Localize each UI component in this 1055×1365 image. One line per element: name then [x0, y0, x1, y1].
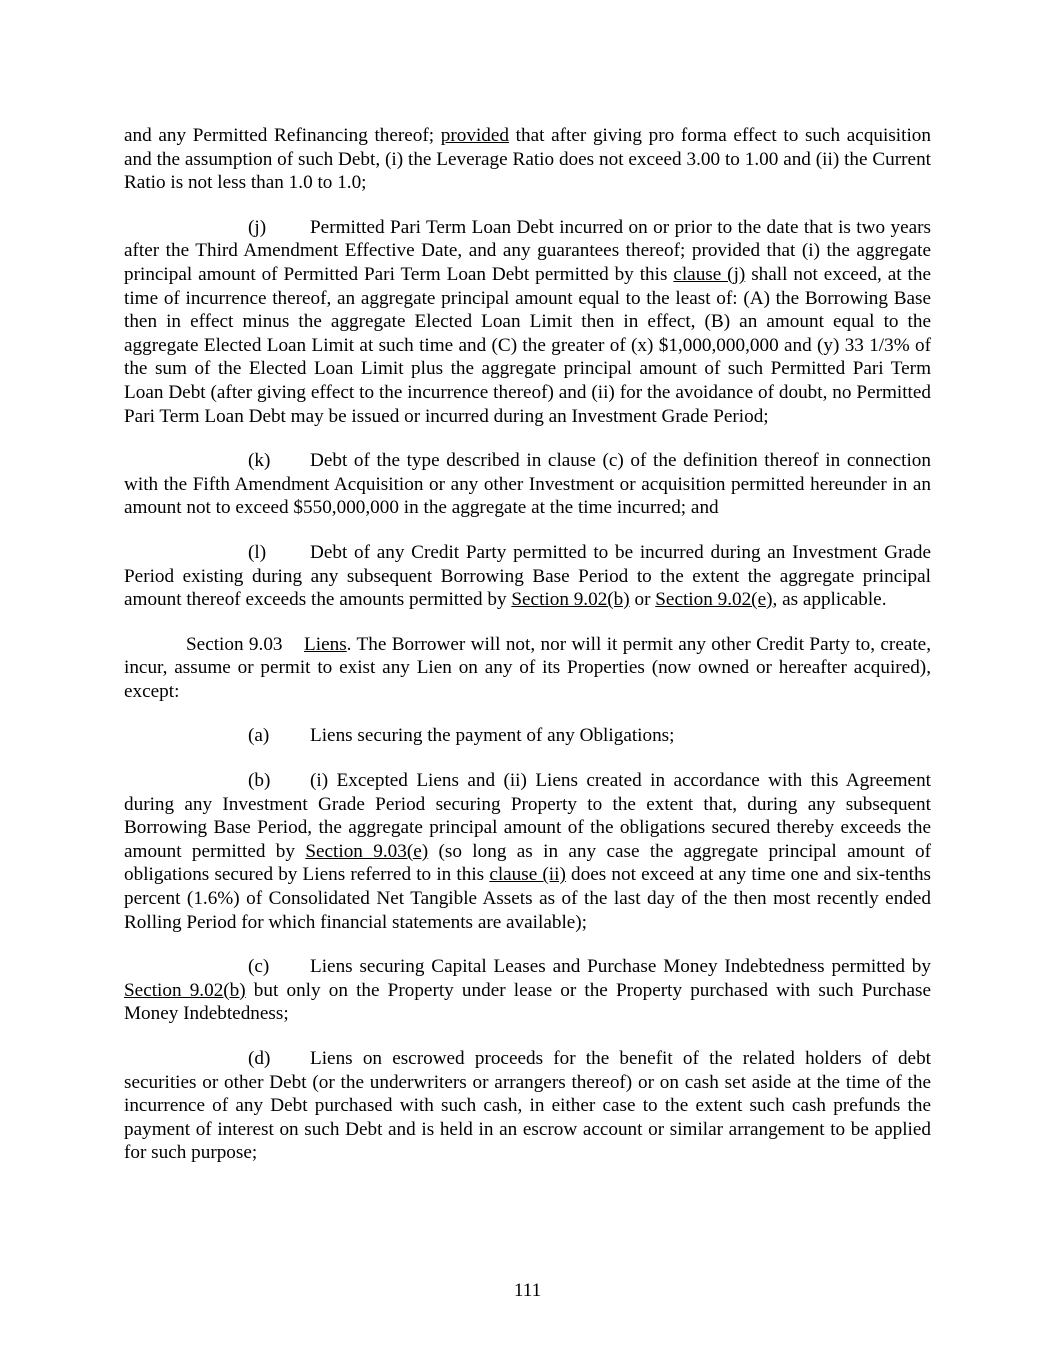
section-title: Liens [304, 633, 347, 655]
liens-d-label: (d) [248, 1048, 271, 1069]
clause-j-reference: clause (j) [673, 263, 746, 285]
clause-l-text: Debt of any Credit Party permitted to be incurred during an Investment Grade Period existing during any subsequent Borrowing Base Period to the extent the aggregate principal amount thereof exceeds the amounts permitted by [124, 541, 931, 611]
continuation-text-2: that after giving pro forma effect to such acquisition and the assumption of such Debt, (i) the Leverage Ratio does not exceed 3.00 to 1.00 and (ii) the Current Ratio is not less than 1.0 to 1.0; [124, 125, 931, 194]
liens-b-text: (i) Excepted Liens and (ii) Liens created in accordance with this Agreement during any Investment Grade Period securing Property to the extent that, during any subsequent Borrowing Base Period, the aggregate principal amount of the obligations secured thereby exceeds the amount permitted by [124, 770, 931, 862]
clause-l-label: (l) [248, 541, 267, 563]
clause-k-text: Debt of the type described in clause (c) of the definition thereof in connection with the Fifth Amendment Acquisition or any other Investment or acquisition permitted hereunder in an amount not to exceed $550,000,000 in the aggregate at the time incurred; and [124, 450, 931, 519]
liens-b-text-3: does not exceed at any time one and six-tenths percent (1.6%) of Consolidated Net Tangible Assets as of the last day of the then most recently ended Rolling Period for which financial statements are available); [124, 864, 932, 933]
clause-k [124, 449, 931, 520]
clause-j [124, 216, 931, 428]
liens-b-label: (b) [248, 770, 271, 792]
liens-a-text: Liens securing the payment of any Obligations; [310, 725, 675, 747]
liens-clause-c [124, 955, 931, 1026]
liens-c-text: Liens securing Capital Leases and Purchase Money Indebtedness permitted by [310, 956, 931, 978]
clause-l-reference-2: Section 9.02(e) [655, 589, 773, 611]
clause-l-text-3: , as applicable. [772, 589, 887, 611]
continuation-text: and any Permitted Refinancing thereof; [124, 125, 441, 146]
clause-l-text-2: or [629, 589, 656, 611]
liens-b-reference-2: clause (ii) [489, 864, 566, 886]
liens-d-text: Liens on escrowed proceeds for the benefit of the related holders of debt securities or other Debt (or the underwriters or arrangers thereof) or on cash set aside at the time of the incurrence of any Debt purchased with such cash, in either case to the extent such cash prefunds the payment of interest on such Debt and is held in an escrow account or similar arrangement to be applied for such purpose; [124, 1048, 931, 1164]
section-text: . The Borrower will not, nor will it permit any other Credit Party to, create, incur, assume or permit to exist any Lien on any of its Properties (now owned or hereafter acquired), except: [124, 633, 931, 702]
clause-l-reference-1: Section 9.02(b) [511, 589, 630, 611]
liens-clause-a [124, 724, 931, 748]
liens-b-reference-1: Section 9.03(e) [305, 840, 429, 862]
clause-l [124, 541, 931, 612]
clause-j-label: (j) [248, 216, 267, 238]
continuation-paragraph [124, 124, 931, 195]
clause-j-text: Permitted Pari Term Loan Debt incurred on or prior to the date that is two years after the Third Amendment Effective Date, and any guarantees thereof; provided that (i) the aggregate principal amount of Permitted Pari Term Loan Debt permitted by this [124, 216, 931, 285]
section-number: Section 9.03 [186, 633, 283, 655]
liens-a-label: (a) [248, 725, 270, 747]
clause-k-label: (k) [248, 450, 271, 472]
liens-clause-b [124, 769, 931, 934]
page-number: 111 [513, 1280, 542, 1301]
provided-term: provided [440, 125, 510, 146]
section-9-03 [124, 633, 931, 704]
clause-j-text-2: shall not exceed, at the time of incurrence thereof, an aggregate principal amount equal to the least of: (A) the Borrowing Base then in effect minus the aggregate Elected Loan Limit then in effect, (B) an amount equal to the aggregate Elected Loan Limit at such time and (C) the greater of (x) $1,000,000,000 and (y) 33 1/3% of the sum of the Elected Loan Limit plus the aggregate principal amount of such Permitted Pari Term Loan Debt (after giving effect to the incurrence thereof) and (ii) for the avoidance of doubt, no Permitted Pari Term Loan Debt may be issued or incurred during an Investment Grade Period; [124, 263, 931, 427]
liens-c-text-2: but only on the Property under lease or the Property purchased with such Purchase Money Indebtedness; [124, 979, 931, 1025]
liens-c-reference: Section 9.02(b) [124, 979, 246, 1001]
liens-b-text-2: (so long as in any case the aggregate principal amount of obligations secured by Liens referred to in this [124, 840, 931, 886]
document-body [124, 124, 931, 1186]
liens-c-label: (c) [248, 956, 270, 978]
liens-clause-d [124, 1047, 931, 1165]
